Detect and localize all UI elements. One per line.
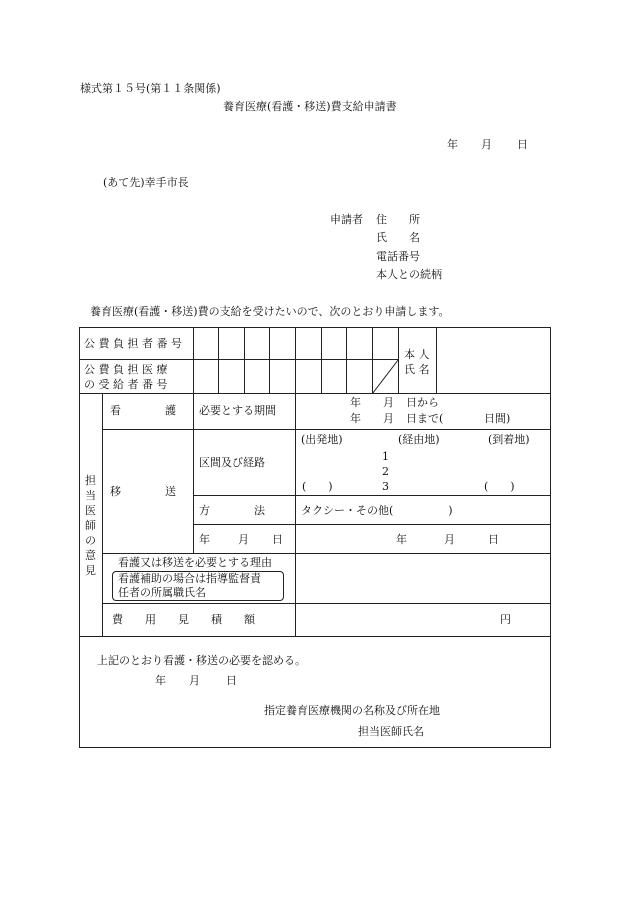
addressee: (あて先)幸手市長 [103, 176, 189, 189]
cert-date-month: 月 [189, 674, 200, 687]
route-num-3: 3 [382, 480, 389, 493]
intro-text: 養育医療(看護・移送)費の支給を受けたいので、次のとおり申請します。 [90, 305, 450, 318]
reason-label-3: 任者の所属職氏名 [118, 586, 206, 599]
reason-label-2: 看護補助の場合は指導監督責 [118, 572, 261, 585]
route-label: 区間及び経路 [199, 456, 265, 469]
departure-label: (出発地) [301, 433, 343, 446]
side-char: 意 [85, 549, 96, 562]
form-title: 養育医療(看護・移送)費支給申請書 [223, 100, 397, 113]
applicant-phone-label: 電話番号 [376, 250, 420, 263]
recipient-number-label-1: 公 費 負 担 医 療 [84, 363, 168, 376]
doctor-opinion-side-label [85, 473, 97, 578]
institution-label: 指定養育医療機関の名称及び所在地 [264, 704, 440, 717]
route-paren-left: ( ) [302, 480, 333, 493]
date-row-year: 年 [199, 533, 210, 546]
header-date-month: 月 [481, 138, 492, 151]
date-row-right-month: 月 [444, 533, 455, 546]
applicant-name-label: 氏 名 [376, 231, 420, 244]
side-char: 当 [85, 489, 96, 502]
via-label: (経由地) [398, 433, 440, 446]
side-char: 医 [85, 504, 96, 517]
side-char: 師 [85, 519, 96, 532]
route-num-2: 2 [382, 465, 389, 478]
route-num-1: 1 [382, 450, 389, 463]
period-days: 日間) [484, 412, 511, 425]
doctor-name-label: 担当医師氏名 [358, 725, 424, 738]
certify-text: 上記のとおり看護・移送の必要を認める。 [97, 654, 306, 667]
applicant-address-label: 住 所 [376, 213, 420, 226]
method-label: 方 法 [199, 504, 265, 517]
method-value: タクシー・その他( ) [301, 504, 453, 517]
header-date-day: 日 [517, 138, 528, 151]
side-char: の [85, 534, 96, 547]
cert-date-year: 年 [155, 674, 166, 687]
period-to-text: 日まで( [406, 412, 444, 425]
cost-label: 費 用 見 積 額 [112, 613, 255, 626]
side-char: 担 [85, 474, 96, 487]
date-row-month: 月 [238, 533, 249, 546]
period-from-year: 年 [350, 396, 361, 409]
date-row-day: 日 [272, 533, 283, 546]
payer-number-label: 公 費 負 担 者 番 号 [84, 337, 182, 350]
patient-name-label-2: 氏 名 [404, 363, 430, 376]
recipient-number-label-2: の 受 給 者 番 号 [84, 378, 168, 391]
form-number: 様式第１５号(第１１条関係) [80, 82, 221, 95]
period-to-year: 年 [350, 412, 361, 425]
date-row-right-year: 年 [396, 533, 407, 546]
period-from-text: 日から [406, 396, 439, 409]
date-row-right-day: 日 [488, 533, 499, 546]
period-from-month: 月 [383, 396, 394, 409]
applicant-relation-label: 本人との続柄 [376, 268, 442, 281]
patient-name-label-1: 本 人 [404, 348, 430, 361]
route-paren-right: ( ) [484, 480, 515, 493]
header-date-year: 年 [447, 138, 458, 151]
applicant-label: 申請者 [330, 213, 363, 226]
side-char: 見 [85, 564, 96, 577]
cost-unit: 円 [500, 613, 511, 626]
cert-date-day: 日 [226, 674, 237, 687]
nursing-label: 看 護 [110, 404, 176, 417]
required-period-label: 必要とする期間 [199, 404, 276, 417]
period-to-month: 月 [383, 412, 394, 425]
reason-label-1: 看護又は移送を必要とする理由 [118, 556, 272, 569]
transport-label: 移 送 [110, 485, 176, 498]
arrival-label: (到着地) [488, 433, 530, 446]
